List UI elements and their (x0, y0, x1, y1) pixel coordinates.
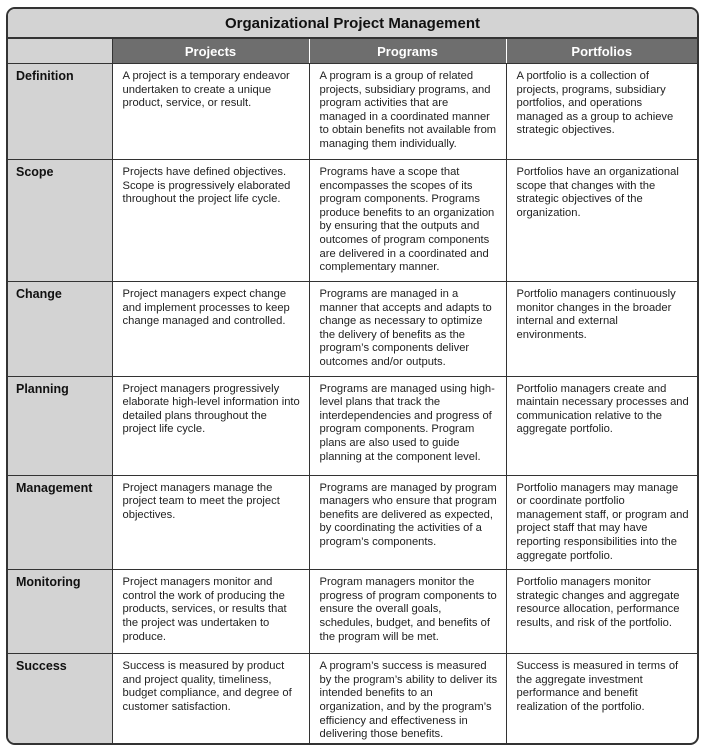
table-cell: Project managers progressively elaborate high-level information into detailed plans throughout the project life cycle. (112, 376, 309, 475)
table-cell: Portfolio managers monitor strategic changes and aggregate resource allocation, performance results, and risk of the portfolio. (506, 570, 697, 654)
table-title: Organizational Project Management (8, 9, 697, 39)
comparison-table (8, 39, 697, 745)
row-label: Success (8, 654, 112, 745)
table-cell: Projects have defined objectives. Scope is progressively elaborated throughout the project life cycle. (112, 160, 309, 282)
table-cell: Programs are managed in a manner that accepts and adapts to change as necessary to optimize the delivery of benefits as the program’s components deliver outcomes and/or outputs. (309, 282, 506, 377)
table-cell: Programs are managed using high-level plans that track the interdependencies and progress of program components. Program plans are also used to guide planning at the component level. (309, 376, 506, 475)
table-row-success (8, 654, 697, 745)
table-cell: Portfolio managers continuously monitor changes in the broader internal and external environments. (506, 282, 697, 377)
row-label: Management (8, 475, 112, 570)
column-header-projects: Projects (112, 39, 309, 64)
row-label: Planning (8, 376, 112, 475)
column-header-programs: Programs (309, 39, 506, 64)
row-label: Monitoring (8, 570, 112, 654)
header-row (8, 39, 697, 64)
corner-cell (8, 39, 112, 64)
table-cell: Program managers monitor the progress of program components to ensure the overall goals, schedules, budget, and benefits of the program will be met. (309, 570, 506, 654)
table-row-change (8, 282, 697, 377)
table-cell: Success is measured by product and project quality, timeliness, budget compliance, and degree of customer satisfaction. (112, 654, 309, 745)
row-label: Scope (8, 160, 112, 282)
table-cell: Success is measured in terms of the aggregate investment performance and benefit realization of the portfolio. (516, 660, 679, 713)
table-row-monitoring (8, 570, 697, 654)
table-cell: A program’s success is measured by the program’s ability to deliver its intended benefits to an organization, and by the program’s efficiency and effectiveness in delivering those benefits. (309, 654, 506, 745)
table-cell: Programs are managed by program managers who ensure that program benefits are delivered as expected, by coordinating the activities of a program’s components. (309, 475, 506, 570)
table-row-scope (8, 160, 697, 282)
table-cell: Portfolios have an organizational scope that changes with the strategic objectives of the organization. (506, 160, 697, 282)
table-cell: Project managers expect change and implement processes to keep change managed and controlled. (112, 282, 309, 377)
table-cell: Programs have a scope that encompasses the scopes of its program components. Programs produce benefits to an organization by ensuring that the outputs and outcomes of program components are delivered in a coordinated and complementary manner. (309, 160, 506, 282)
row-label: Definition (8, 64, 112, 160)
table-row-management (8, 475, 697, 570)
column-header-portfolios: Portfolios (506, 39, 697, 64)
table-cell: A project is a temporary endeavor undertaken to create a unique product, service, or result. (112, 64, 309, 160)
table-cell: Project managers manage the project team to meet the project objectives. (112, 475, 309, 570)
table-cell: Project managers monitor and control the work of producing the products, services, or results that the project was undertaken to produce. (112, 570, 309, 654)
row-label: Change (8, 282, 112, 377)
table-row-definition (8, 64, 697, 160)
table-cell: A portfolio is a collection of projects, programs, subsidiary portfolios, and operations managed as a group to achieve strategic objectives. (506, 64, 697, 160)
table-cell: Portfolio managers create and maintain necessary processes and communication relative to the aggregate portfolio. (506, 376, 697, 475)
table-cell: A program is a group of related projects, subsidiary programs, and program activities that are managed in a coordinated manner to obtain benefits not available from managing them individually. (309, 64, 506, 160)
comparison-table-frame (6, 7, 699, 745)
table-cell: Portfolio managers may manage or coordinate portfolio management staff, or program and project staff that may have reporting responsibilities into the aggregate portfolio. (506, 475, 697, 570)
table-row-planning (8, 376, 697, 475)
